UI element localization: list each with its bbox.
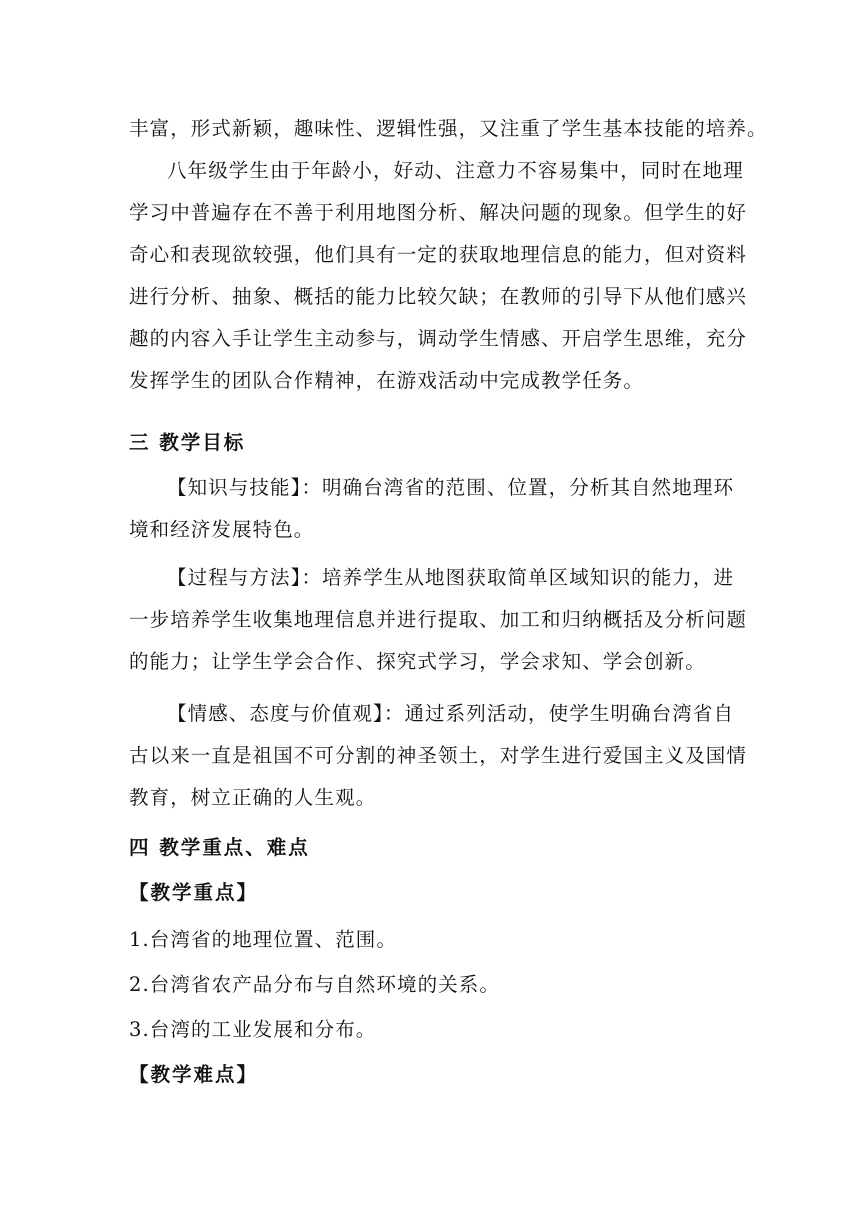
student-analysis-line-6: 发挥学生的团队合作精神，在游戏活动中完成教学任务。: [129, 369, 645, 392]
key-point-2: 2.台湾省农产品分布与自然环境的关系。: [129, 973, 501, 996]
student-analysis-line-5: 趣的内容入手让学生主动参与，调动学生情感、开启学生思维，充分: [129, 327, 748, 350]
goal-process-line-3: 的能力；让学生学会合作、探究式学习，学会求知、学会创新。: [129, 650, 706, 673]
key-points-heading: 【教学重点】: [129, 881, 259, 904]
student-analysis-line-2: 学习中普遍存在不善于利用地图分析、解决问题的现象。但学生的好: [129, 201, 748, 224]
section-4-heading: 四 教学重点、难点: [129, 836, 310, 859]
key-point-3: 3.台湾的工业发展和分布。: [129, 1018, 377, 1041]
student-analysis-line-3: 奇心和表现欲较强，他们具有一定的获取地理信息的能力，但对资料: [129, 243, 748, 266]
goal-process-line-2: 一步培养学生收集地理信息并进行提取、加工和归纳概括及分析问题: [129, 608, 748, 631]
goal-knowledge-line-1: 【知识与技能】：明确台湾省的范围、位置，分析其自然地理环: [167, 476, 735, 499]
goal-emotion-line-1: 【情感、态度与价值观】：通过系列活动，使学生明确台湾省自: [167, 702, 735, 725]
key-point-1: 1.台湾省的地理位置、范围。: [129, 928, 398, 951]
paragraph-continued-line: 丰富，形式新颖，趣味性、逻辑性强，又注重了学生基本技能的培养。: [129, 117, 768, 140]
difficulties-heading: 【教学难点】: [129, 1063, 259, 1086]
student-analysis-line-1: 八年级学生由于年龄小，好动、注意力不容易集中，同时在地理: [167, 159, 744, 182]
goal-emotion-line-3: 教育，树立正确的人生观。: [129, 786, 377, 809]
goal-process-line-1: 【过程与方法】：培养学生从地图获取简单区域知识的能力，进: [167, 566, 735, 589]
student-analysis-line-4: 进行分析、抽象、概括的能力比较欠缺；在教师的引导下从他们感兴: [129, 285, 748, 308]
goal-knowledge-line-2: 境和经济发展特色。: [129, 518, 315, 541]
section-3-heading: 三 教学目标: [129, 431, 246, 454]
goal-emotion-line-2: 古以来一直是祖国不可分割的神圣领土，对学生进行爱国主义及国情: [129, 744, 748, 767]
